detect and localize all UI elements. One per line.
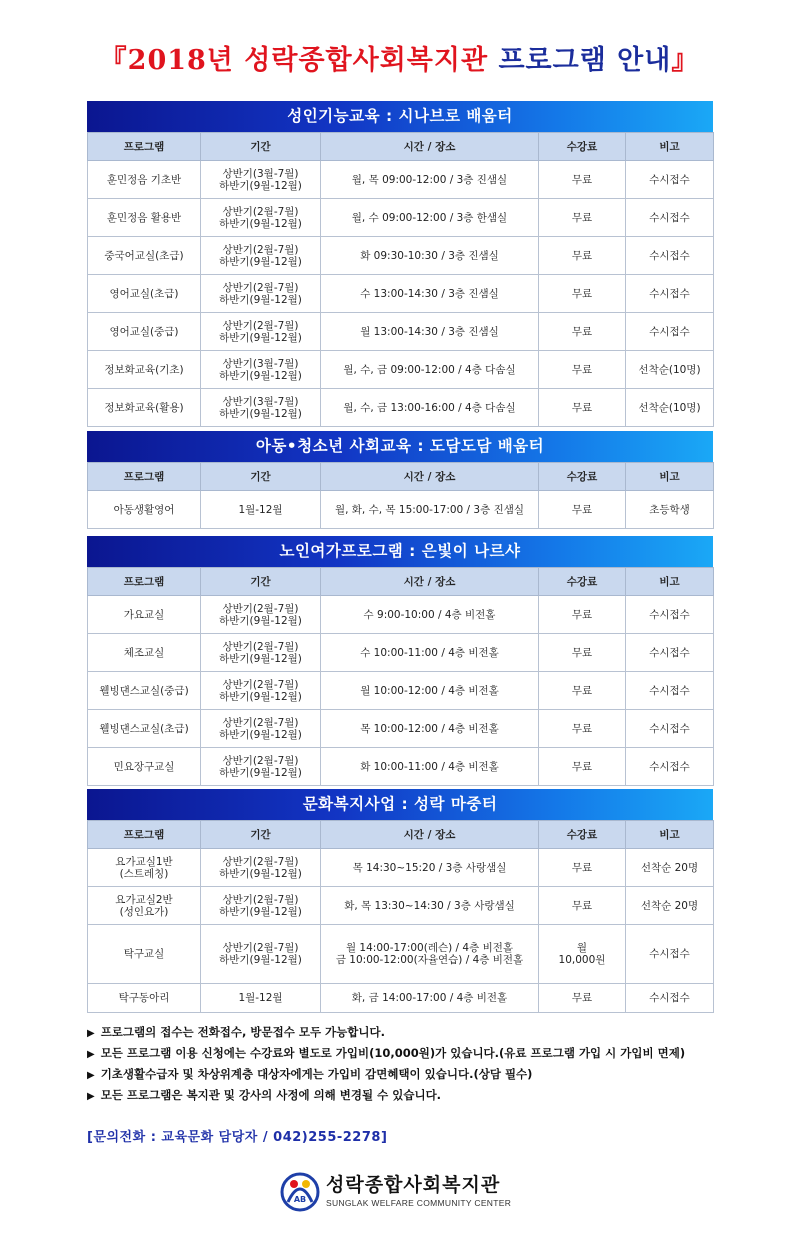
program-cell [88,925,201,984]
section-heading: 아동•청소년 사회교육 : 도담도담 배움터 [87,431,713,462]
fee-cell [539,275,626,313]
table-header-row [88,133,714,161]
time-place-cell [321,984,539,1013]
fee-cell-line: 무료 [571,861,593,874]
table-header-row [88,821,714,849]
title-open-bracket: 『 [99,45,128,76]
program-table [87,567,714,786]
table-row [88,596,714,634]
fee-cell-line: 무료 [571,249,593,262]
program-table [87,462,714,529]
fee-cell-line: 무료 [571,646,593,659]
note-item [87,1022,787,1043]
contact-info: [문의전화 : 교육문화 담당자 / 042)255-2278] [87,1130,388,1145]
note-cell: 선착순(10명) [626,351,714,389]
column-header: 수강료 [539,133,626,161]
program-cell-line: 중국어교실(초급) [104,249,184,262]
note-cell: 수시접수 [626,237,714,275]
note-text: 기초생활수급자 및 차상위계층 대상자에게는 가입비 감면혜택이 있습니다.(상담 필수) [100,1067,533,1081]
note-cell: 선착순 20명 [626,849,714,887]
note-text: 모든 프로그램은 복지관 및 강사의 사정에 의해 변경될 수 있습니다. [100,1088,442,1102]
period-cell-line: 하반기(9월-12월) [219,293,302,306]
period-cell [201,199,321,237]
period-cell-line: 하반기(9월-12월) [219,690,302,703]
program-cell [88,313,201,351]
time-place-cell [321,199,539,237]
table-row [88,199,714,237]
fee-cell-line: 10,000원 [558,954,606,966]
period-cell-line: 상반기(2월-7월) [222,678,299,691]
program-cell-line: 웰빙댄스교실(중급) [99,684,189,697]
time-place-cell-line: 월, 수 09:00-12:00 / 3층 한샘실 [351,211,508,224]
logo-name: 성락종합사회복지관 [326,1174,501,1196]
period-cell-line: 하반기(9월-12월) [219,766,302,779]
table-row [88,849,714,887]
program-cell-line: 탁구교실 [123,948,165,960]
time-place-cell-line: 화 10:00-11:00 / 4층 비전홀 [360,760,499,773]
time-place-cell-line: 월, 수, 금 13:00-16:00 / 4층 다솜실 [343,401,516,414]
note-cell: 수시접수 [626,275,714,313]
footer-logo [280,1170,540,1220]
fee-cell [539,491,626,529]
note-item [87,1085,787,1106]
table-row [88,984,714,1013]
fee-cell [539,672,626,710]
period-cell-line: 상반기(2월-7월) [222,640,299,653]
period-cell-line: 상반기(2월-7월) [222,205,299,218]
column-header: 시간 / 장소 [321,133,539,161]
program-cell-line: 체조교실 [123,646,165,659]
period-cell-line: 하반기(9월-12월) [219,255,302,268]
program-section [87,789,713,1013]
period-cell-line: 상반기(2월-7월) [222,602,299,615]
period-cell-line: 하반기(9월-12월) [219,905,302,918]
time-place-cell-line: 월 13:00-14:30 / 3층 진샘실 [360,325,499,338]
fee-cell-line: 무료 [571,899,593,912]
period-cell-line: 1월-12월 [238,992,283,1004]
time-place-cell-line: 월, 목 09:00-12:00 / 3층 진샘실 [351,173,508,186]
program-section [87,431,713,529]
column-header: 기간 [201,463,321,491]
program-cell [88,596,201,634]
program-cell [88,849,201,887]
program-table [87,820,714,1013]
period-cell-line: 하반기(9월-12월) [219,217,302,230]
time-place-cell [321,275,539,313]
period-cell-line: 하반기(9월-12월) [219,407,302,420]
column-header: 수강료 [539,463,626,491]
program-cell-line: 영어교실(중급) [109,325,179,338]
column-header: 기간 [201,821,321,849]
welfare-center-logo-icon [280,1172,320,1212]
time-place-cell-line: 수 10:00-11:00 / 4층 비전홀 [360,646,499,659]
time-place-cell-line: 수 9:00-10:00 / 4층 비전홀 [363,608,496,621]
table-row [88,634,714,672]
note-item [87,1064,787,1085]
program-cell [88,161,201,199]
program-cell-line: 정보화교육(기초) [104,363,184,376]
triangle-bullet-icon: ▶ [87,1070,95,1081]
note-cell: 수시접수 [626,748,714,786]
period-cell-line: 상반기(3월-7월) [222,357,299,370]
time-place-cell [321,491,539,529]
period-cell-line: 하반기(9월-12월) [219,614,302,627]
triangle-bullet-icon: ▶ [87,1049,95,1060]
column-header: 수강료 [539,568,626,596]
table-row [88,389,714,427]
program-cell-line: 정보화교육(활용) [104,401,184,414]
time-place-cell-line: 월, 화, 수, 목 15:00-17:00 / 3층 진샘실 [334,503,525,516]
period-cell [201,672,321,710]
note-text: 프로그램의 접수는 전화접수, 방문접수 모두 가능합니다. [100,1025,385,1039]
program-section [87,101,713,427]
fee-cell-line: 무료 [571,211,593,224]
period-cell [201,491,321,529]
period-cell-line: 상반기(2월-7월) [222,281,299,294]
fee-cell [539,925,626,984]
note-item [87,1043,787,1064]
fee-cell-line: 무료 [571,684,593,697]
program-cell [88,634,201,672]
period-cell [201,748,321,786]
table-row [88,672,714,710]
fee-cell [539,596,626,634]
program-cell-line: 웰빙댄스교실(초급) [99,722,189,735]
page-title [0,38,799,77]
program-cell-line: (스트레칭) [119,867,169,880]
table-row [88,710,714,748]
period-cell [201,710,321,748]
time-place-cell-line: 월 10:00-12:00 / 4층 비전홀 [360,684,499,697]
period-cell-line: 상반기(2월-7월) [222,243,299,256]
column-header: 기간 [201,133,321,161]
period-cell [201,351,321,389]
time-place-cell-line: 화 09:30-10:30 / 3층 진샘실 [360,249,499,262]
column-header: 시간 / 장소 [321,821,539,849]
period-cell-line: 하반기(9월-12월) [219,954,302,966]
program-cell [88,748,201,786]
table-row [88,275,714,313]
period-cell-line: 상반기(2월-7월) [222,855,299,868]
column-header: 프로그램 [88,463,201,491]
program-cell-line: (성인요가) [119,905,169,918]
program-cell [88,491,201,529]
program-cell-line: 아동생활영어 [113,503,175,516]
triangle-bullet-icon: ▶ [87,1028,95,1039]
fee-cell-line: 무료 [571,992,593,1004]
note-cell: 선착순(10명) [626,389,714,427]
time-place-cell [321,634,539,672]
program-cell [88,887,201,925]
section-heading: 문화복지사업 : 성락 마중터 [87,789,713,820]
time-place-cell [321,313,539,351]
fee-cell [539,887,626,925]
table-row [88,491,714,529]
program-cell-line: 훈민정음 기초반 [106,173,182,186]
fee-cell-line: 무료 [571,722,593,735]
period-cell [201,237,321,275]
column-header: 기간 [201,568,321,596]
period-cell [201,984,321,1013]
fee-cell-line: 무료 [571,608,593,621]
fee-cell-line: 무료 [571,401,593,414]
period-cell-line: 하반기(9월-12월) [219,331,302,344]
period-cell-line: 하반기(9월-12월) [219,867,302,880]
note-cell: 초등학생 [626,491,714,529]
note-cell: 수시접수 [626,672,714,710]
period-cell-line: 상반기(2월-7월) [222,319,299,332]
fee-cell [539,199,626,237]
column-header: 프로그램 [88,821,201,849]
svg-text:AB: AB [293,1195,307,1204]
note-cell: 수시접수 [626,634,714,672]
note-cell: 수시접수 [626,596,714,634]
time-place-cell [321,748,539,786]
period-cell [201,849,321,887]
title-program-guide: 프로그램 안내 [498,45,672,76]
time-place-cell-line: 월 14:00-17:00(레슨) / 4층 비전홀 [345,942,514,954]
program-cell-line: 요가교실1반 [115,855,173,868]
table-row [88,748,714,786]
fee-cell [539,634,626,672]
period-cell [201,634,321,672]
period-cell [201,161,321,199]
period-cell [201,313,321,351]
fee-cell-line: 무료 [571,503,593,516]
fee-cell [539,710,626,748]
logo-subtitle: SUNGLAK WELFARE COMMUNITY CENTER [326,1198,512,1208]
fee-cell-line: 무료 [571,173,593,186]
time-place-cell-line: 월, 수, 금 09:00-12:00 / 4층 다솜실 [343,363,516,376]
table-row [88,351,714,389]
column-header: 시간 / 장소 [321,463,539,491]
table-row [88,313,714,351]
period-cell-line: 하반기(9월-12월) [219,728,302,741]
period-cell [201,925,321,984]
note-cell: 수시접수 [626,984,714,1013]
fee-cell [539,849,626,887]
table-row [88,887,714,925]
program-cell-line: 민요장구교실 [113,760,175,773]
time-place-cell-line: 수 13:00-14:30 / 3층 진샘실 [360,287,499,300]
time-place-cell-line: 목 14:30~15:20 / 3층 사랑샘실 [352,861,507,874]
time-place-cell [321,925,539,984]
time-place-cell [321,887,539,925]
fee-cell [539,389,626,427]
period-cell-line: 상반기(2월-7월) [222,893,299,906]
period-cell-line: 하반기(9월-12월) [219,369,302,382]
column-header: 시간 / 장소 [321,568,539,596]
note-cell: 수시접수 [626,313,714,351]
fee-cell-line: 무료 [571,287,593,300]
program-cell-line: 요가교실2반 [115,893,173,906]
column-header: 비고 [626,821,714,849]
program-cell-line: 가요교실 [123,608,165,621]
table-row [88,925,714,984]
table-row [88,161,714,199]
notes-list [87,1022,787,1106]
note-cell: 수시접수 [626,710,714,748]
note-text: 모든 프로그램 이용 신청에는 수강료와 별도로 가입비(10,000원)가 있습니다.(유료 프로그램 가입 시 가입비 면제) [100,1046,686,1060]
section-heading: 성인기능교육 : 시나브로 배움터 [87,101,713,132]
program-section [87,536,713,786]
time-place-cell-line: 화, 목 13:30~14:30 / 3층 사랑샘실 [344,899,515,912]
program-cell [88,237,201,275]
time-place-cell [321,672,539,710]
period-cell-line: 1월-12월 [238,503,283,516]
table-header-row [88,568,714,596]
title-close-bracket: 』 [671,45,700,76]
table-row [88,237,714,275]
program-cell-line: 훈민정음 활용반 [106,211,182,224]
column-header: 프로그램 [88,568,201,596]
fee-cell [539,984,626,1013]
fee-cell-line: 무료 [571,760,593,773]
fee-cell-line: 무료 [571,363,593,376]
section-heading: 노인여가프로그램 : 은빛이 나르샤 [87,536,713,567]
time-place-cell [321,710,539,748]
note-cell: 수시접수 [626,161,714,199]
column-header: 비고 [626,463,714,491]
note-cell: 선착순 20명 [626,887,714,925]
fee-cell [539,313,626,351]
fee-cell-line: 월 [576,942,588,954]
program-cell [88,389,201,427]
program-cell [88,710,201,748]
fee-cell-line: 무료 [571,325,593,338]
program-cell-line: 영어교실(초급) [109,287,179,300]
note-cell: 수시접수 [626,199,714,237]
period-cell [201,275,321,313]
period-cell-line: 상반기(3월-7월) [222,167,299,180]
fee-cell [539,237,626,275]
period-cell-line: 하반기(9월-12월) [219,179,302,192]
program-cell [88,199,201,237]
time-place-cell-line: 목 10:00-12:00 / 4층 비전홀 [360,722,499,735]
period-cell-line: 상반기(2월-7월) [222,754,299,767]
column-header: 수강료 [539,821,626,849]
time-place-cell [321,351,539,389]
fee-cell [539,161,626,199]
table-header-row [88,463,714,491]
period-cell-line: 상반기(3월-7월) [222,395,299,408]
time-place-cell [321,389,539,427]
note-cell: 수시접수 [626,925,714,984]
program-cell [88,672,201,710]
period-cell-line: 상반기(2월-7월) [222,942,299,954]
time-place-cell-line: 화, 금 14:00-17:00 / 4층 비전홀 [351,992,508,1004]
period-cell-line: 하반기(9월-12월) [219,652,302,665]
title-year-center: 2018년 성락종합사회복지관 [127,45,489,76]
period-cell [201,596,321,634]
column-header: 비고 [626,568,714,596]
period-cell [201,389,321,427]
period-cell-line: 상반기(2월-7월) [222,716,299,729]
program-cell [88,351,201,389]
program-cell [88,275,201,313]
program-table [87,132,714,427]
time-place-cell [321,237,539,275]
time-place-cell [321,849,539,887]
period-cell [201,887,321,925]
program-cell-line: 탁구동아리 [118,992,170,1004]
time-place-cell-line: 금 10:00-12:00(자율연습) / 4층 비전홀 [335,954,524,966]
column-header: 프로그램 [88,133,201,161]
column-header: 비고 [626,133,714,161]
program-cell [88,984,201,1013]
triangle-bullet-icon: ▶ [87,1091,95,1102]
fee-cell [539,748,626,786]
fee-cell [539,351,626,389]
time-place-cell [321,161,539,199]
time-place-cell [321,596,539,634]
